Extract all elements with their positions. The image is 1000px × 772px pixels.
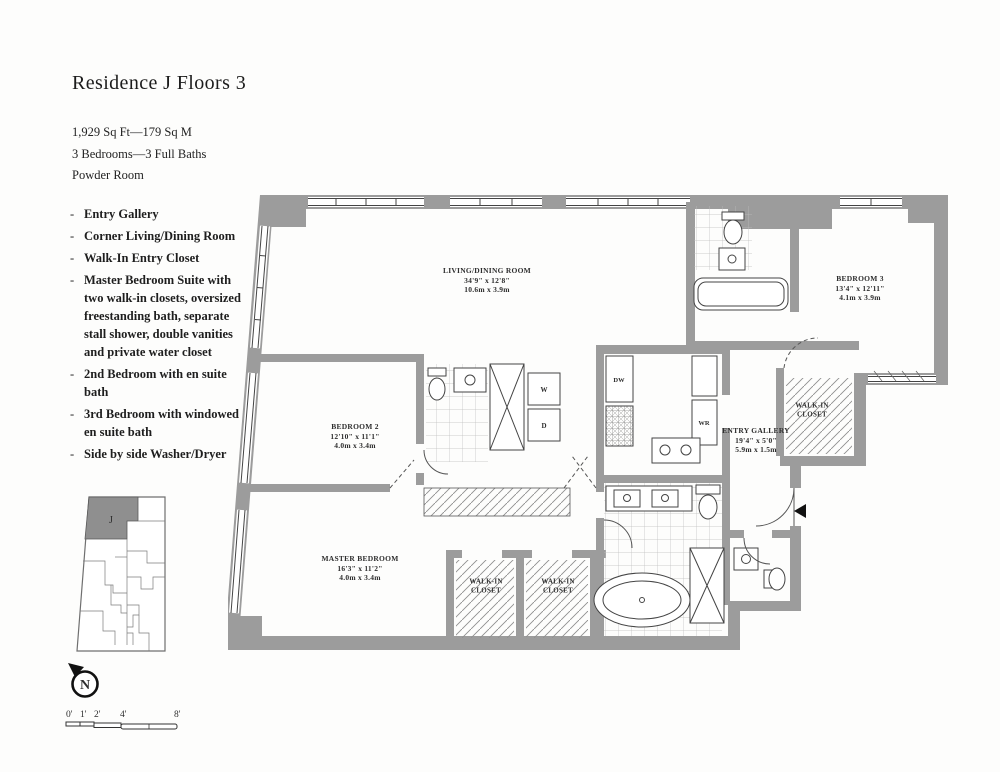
entry-arrow-icon <box>794 504 806 518</box>
label-living-dining: LIVING/DINING ROOM 34'9" x 12'8" 10.6m x 3.9m <box>442 265 532 294</box>
scale-tick-0: 0' <box>66 710 73 720</box>
feature-item: - Walk-In Entry Closet <box>70 249 250 267</box>
compass <box>60 660 108 711</box>
floor-plan <box>228 188 950 653</box>
feature-list <box>70 205 250 467</box>
scale-tick-3: 4' <box>120 710 127 720</box>
scale-tick-1: 1' <box>80 710 87 720</box>
scale-tick-4: 8' <box>174 710 181 720</box>
scale-bar <box>60 706 190 741</box>
powder-door-gap <box>744 530 772 538</box>
wic1-opening <box>462 550 502 558</box>
feature-item: - Side by side Washer/Dryer <box>70 445 250 463</box>
stat-rooms: 3 Bedrooms—3 Full Baths <box>72 146 207 161</box>
feature-item: - Corner Living/Dining Room <box>70 227 250 245</box>
label-bedroom-3: BEDROOM 3 13'4" x 12'11" 4.1m x 3.9m <box>835 273 885 302</box>
stat-area: 1,929 Sq Ft—179 Sq M <box>72 125 192 139</box>
scale-tick-2: 2' <box>94 710 101 720</box>
scale-bar-graphic <box>66 722 177 729</box>
powder-room-fixtures <box>734 548 785 590</box>
feature-item: - Master Bedroom Suite with two walk-in closets, oversized freestanding bath, separate stall shower, double vanities and private water closet <box>70 271 250 361</box>
unit-stats <box>72 122 206 187</box>
page-title: Residence J Floors 3 <box>72 72 247 94</box>
label-walkin-closet-bedroom3: WALK-IN CLOSET <box>795 401 829 418</box>
kitchen-fixtures <box>606 356 717 463</box>
label-bedroom-2: BEDROOM 2 12'10" x 11'1" 4.0m x 3.4m <box>330 421 380 450</box>
bath2-fixtures <box>426 364 560 462</box>
label-walkin-closet-master-1: WALK-IN CLOSET <box>469 577 503 594</box>
window-bedroom3-bay <box>868 371 936 383</box>
washer-label: W <box>540 386 548 394</box>
label-master-bedroom: MASTER BEDROOM 16'3" x 11'2" 4.0m x 3.4m <box>321 553 399 582</box>
windows-left-slant <box>231 226 268 613</box>
feature-item: - Entry Gallery <box>70 205 250 223</box>
feature-item: - 3rd Bedroom with windowed en suite bath <box>70 405 250 441</box>
dishwasher-label: DW <box>613 377 625 384</box>
label-entry-gallery: ENTRY GALLERY 19'4" x 5'0" 5.9m x 1.5m <box>722 425 790 454</box>
feature-item: - 2nd Bedroom with en suite bath <box>70 365 250 401</box>
compass-n-label: N <box>79 678 91 693</box>
stat-powder: Powder Room <box>72 168 144 182</box>
wine-ref-label: WR <box>698 420 710 427</box>
wic2-opening <box>532 550 572 558</box>
label-walkin-closet-master-2: WALK-IN CLOSET <box>541 577 575 594</box>
key-plan <box>75 493 175 660</box>
keyplan-unit-label: J <box>109 515 113 526</box>
dryer-label: D <box>541 422 547 430</box>
master-bath-fixtures <box>594 483 724 636</box>
